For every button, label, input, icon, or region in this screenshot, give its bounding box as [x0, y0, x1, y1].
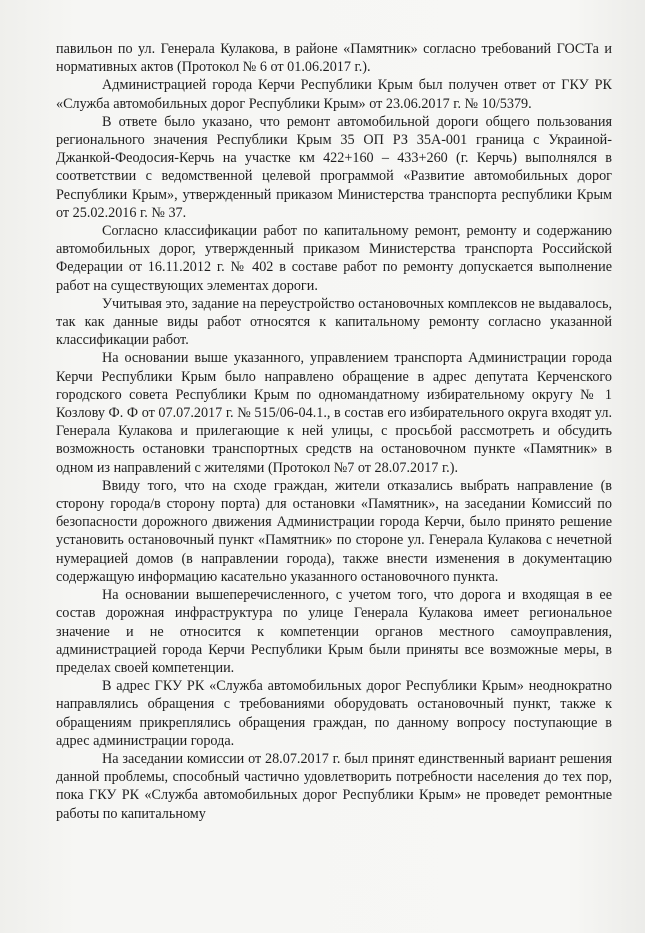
paragraph: На основании выше указанного, управлением транспорта Администрации города Керчи Республики Крым было направлено обращение в адрес депутата Керченского городского совета Республики Крым по одномандатному избирательному округу № 1 Козлову Ф. Ф от 07.07.2017 г. № 515/06-04.1., в состав его избирательного округа входят ул. Генерала Кулакова и прилегающие к ней улицы, с просьбой рассмотреть и обсудить возможность остановки транспортных средств на остановочном пункте «Памятник» в одном из направлений с жителями (Протокол №7 от 28.07.2017 г.).: [56, 350, 612, 476]
paragraph: Согласно классификации работ по капитальному ремонт, ремонту и содержанию автомобильных дорог, утвержденный приказом Министерства транспорта Российской Федерации от 16.11.2012 г. № 402 в составе работ по ремонту допускается выполнение работ на существующих элементах дороги.: [56, 223, 612, 294]
paragraph: Учитывая это, задание на переустройство остановочных комплексов не выдавалось, так как данные виды работ относятся к капитальному ремонту согласно указанной классификации работ.: [56, 295, 612, 349]
paragraph: В адрес ГКУ РК «Служба автомобильных дорог Республики Крым» неоднократно направлялись обращения с требованиями оборудовать остановочный пункт, также к обращениям прикреплялись обращения граждан, по данному вопросу поступающие в адрес администрации города.: [56, 678, 612, 749]
paragraph: Администрацией города Керчи Республики Крым был получен ответ от ГКУ РК «Служба автомобильных дорог Республики Крым» от 23.06.2017 г. № 10/5379.: [56, 77, 612, 112]
paragraph: павильон по ул. Генерала Кулакова, в районе «Памятник» согласно требований ГОСТа и нормативных актов (Протокол № 6 от 01.06.2017 г.).: [56, 41, 612, 76]
paragraph: Ввиду того, что на сходе граждан, жители отказались выбрать направление (в сторону города/в сторону порта) для остановки «Памятник», на заседании Комиссий по безопасности дорожного движения Администрации города Керчи, было принято решение установить остановочный пункт «Памятник» по стороне ул. Генерала Кулакова с нечетной нумерацией домов (в направлении города), также внести изменения в документацию содержащую информацию касательно указанного остановочного пункта.: [56, 477, 612, 585]
paragraph: В ответе было указано, что ремонт автомобильной дороги общего пользования регионального значения Республики Крым 35 ОП РЗ 35А-001 граница с Украиной-Джанкой-Феодосия-Керчь на участке км 422+160 – 433+260 (г. Керчь) выполнялся в соответствии с ведомственной целевой программой «Развитие автомобильных дорог Республики Крым», утвержденный приказом Министерства транспорта республики Крым от 25.02.2016 г. № 37.: [56, 113, 612, 221]
document-body: [56, 40, 612, 823]
paragraph: На основании вышеперечисленного, с учетом того, что дорога и входящая в ее состав дорожная инфраструктура по улице Генерала Кулакова имеет региональное значение и не относится к компетенции органов местного самоуправления, администрацией города Керчи Республики Крым были приняты все возможные меры, в пределах своей компетенции.: [56, 587, 612, 676]
paragraph: На заседании комиссии от 28.07.2017 г. был принят единственный вариант решения данной проблемы, способный частично удовлетворить потребности населения до тех пор, пока ГКУ РК «Служба автомобильных дорог Республики Крым» не проведет ремонтные работы по капитальному: [56, 750, 612, 822]
